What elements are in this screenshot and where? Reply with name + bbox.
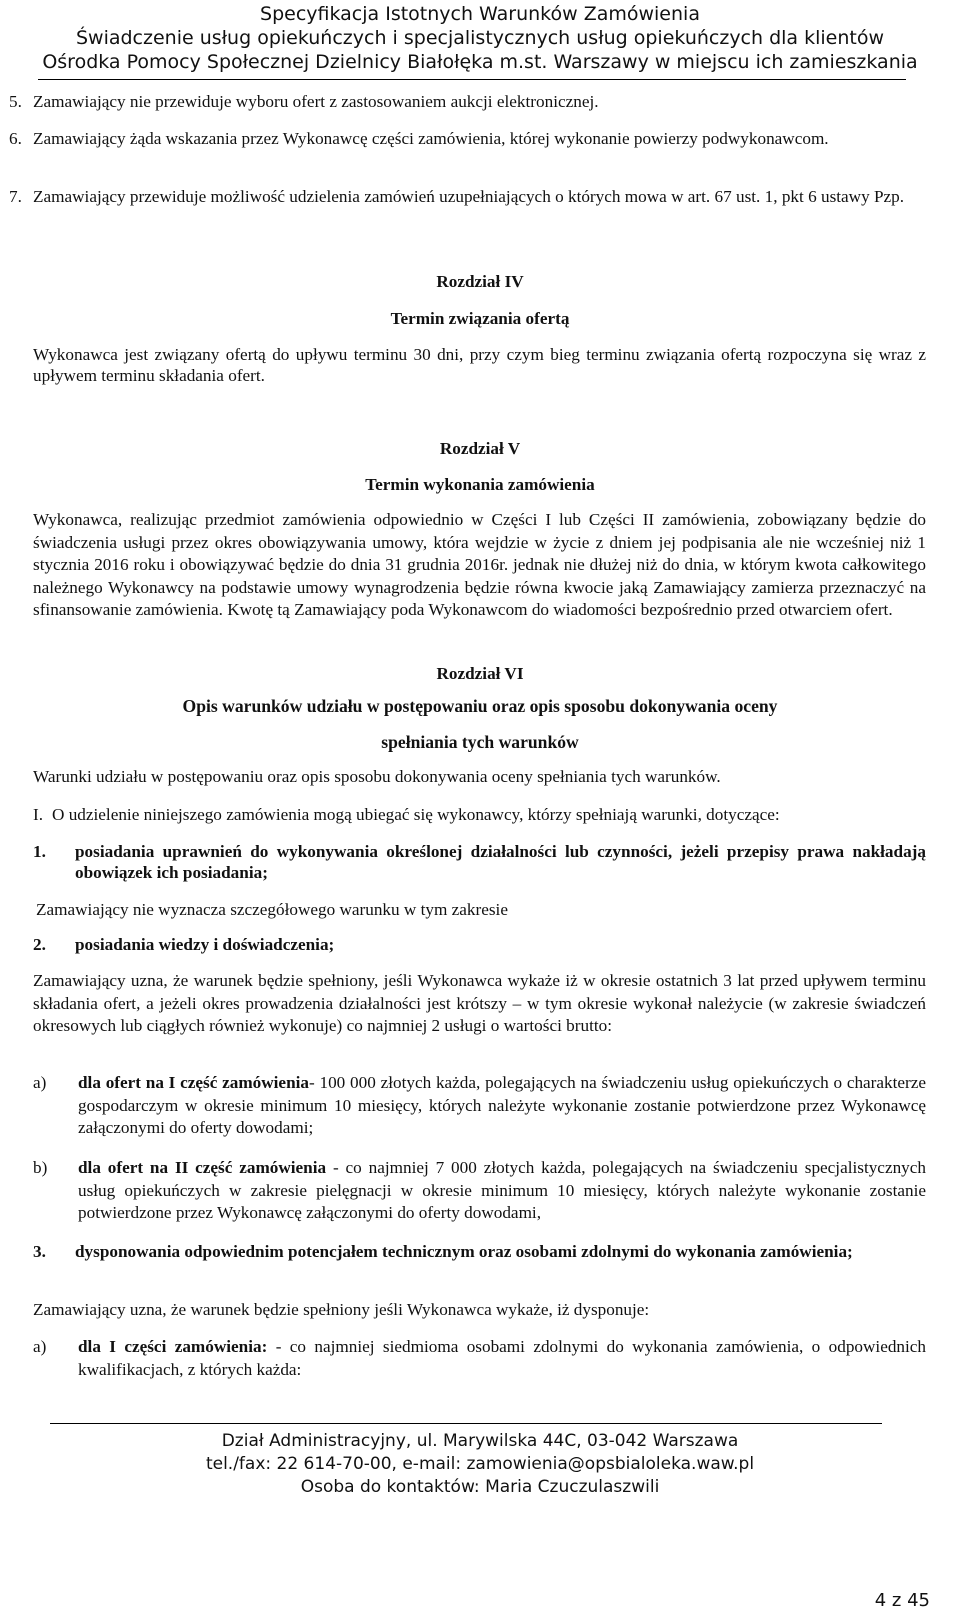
item-text: O udzielenie niniejszego zamówienia mogą ubiegać się wykonawcy, którzy spełniają warunki, dotyczące:: [52, 805, 780, 824]
sub-item-text: [78, 1157, 926, 1225]
chapter-title: Termin związania ofertą: [390, 309, 570, 328]
footer-contact: tel./fax: 22 614-70-00, e-mail: zamowienia@opsbialoleka.waw.pl: [205, 1454, 755, 1474]
sub-item-bold: dla ofert na II część zamówienia: [78, 1158, 327, 1177]
item-text: Zamawiający żąda wskazania przez Wykonawcę części zamówienia, której wykonanie powierzy podwykonawcom.: [33, 129, 829, 148]
footer-contact-person: Osoba do kontaktów: Maria Czuczulaszwili: [300, 1477, 660, 1497]
chapter-text: Wykonawca, realizując przedmiot zamówienia odpowiednio w Części I lub Części II zamówienia, zobowiązany będzie do świadczenia usługi przez okres obowiązywania umowy, która wejdzie w życie z dniem jej podpisania ale nie wcześniej niż 1 stycznia 2016 roku i obowiązywać będzie do dnia 31 grudnia 2016r. jednak nie dłużej niż do dnia, w którym kwota całkowitego należnego Wykonawcy na podstawie umowy wynagrodzenia będzie równa kwocie jaką Zamawiający zamierza przeznaczyć na sfinansowanie zamówienia. Kwotę tą Zamawiający poda Wykonawcom do wiadomości bezpośrednio przed otwarciem ofert.: [33, 510, 926, 620]
condition-title: posiadania wiedzy i doświadczenia;: [75, 935, 335, 954]
footer-address: Dział Administracyjny, ul. Marywilska 44C, 03-042 Warszawa: [221, 1431, 739, 1451]
sub-item-label: b): [33, 1158, 48, 1177]
sub-item-text: [78, 1072, 926, 1140]
sub-item-bold: dla I części zamówienia:: [78, 1337, 268, 1356]
page-header: [0, 2, 960, 74]
item-number: 3.: [33, 1242, 46, 1261]
sub-item-rest: - 100 000 złotych każda, polegających na świadczeniu usług opiekuńczych o charakterze gospodarczym w okresie minimum 10 miesięcy, których należyte wykonanie zostanie potwierdzone przez Wykonawcę załączonymi do oferty dowodami;: [78, 1073, 926, 1138]
item-number: 1.: [33, 842, 46, 861]
item-text: Zamawiający nie przewiduje wyboru ofert z zastosowaniem aukcji elektronicznej.: [33, 92, 599, 111]
sub-item-rest: - co najmniej 7 000 złotych każda, polegających na świadczeniu specjalistycznych usług opiekuńczych w zakresie pielęgnacji w okresie minimum 10 miesięcy, których należyte wykonanie zostanie potwierdzone przez Wykonawcę załączonymi do oferty dowodami,: [78, 1158, 926, 1223]
sub-item-bold: dla ofert na I część zamówienia: [78, 1073, 309, 1092]
sub-item-text: [78, 1336, 926, 1381]
condition-title: dysponowania odpowiednim potencjałem technicznym oraz osobami zdolnymi do wykonania zamówienia;: [75, 1242, 853, 1261]
item-text: Zamawiający przewiduje możliwość udzielenia zamówień uzupełniających o których mowa w art. 67 ust. 1, pkt 6 ustawy Pzp.: [33, 187, 905, 206]
item-number: 5.: [9, 92, 22, 111]
item-number: I.: [33, 805, 44, 824]
page-footer: [0, 1430, 960, 1499]
chapter-title: Opis warunków udziału w postępowaniu oraz opis sposobu dokonywania oceny: [182, 696, 778, 716]
chapter-heading: Rozdział IV: [436, 272, 524, 291]
footer-divider: [50, 1423, 882, 1424]
chapter-title-continued: spełniania tych warunków: [381, 732, 579, 752]
item-number: 2.: [33, 935, 46, 954]
header-subtitle-2: Ośrodka Pomocy Społecznej Dzielnicy Białołęka m.st. Warszawy w miejscu ich zamieszkania: [42, 51, 918, 73]
item-number: 7.: [9, 187, 22, 206]
page-number: 4 z 45: [874, 1590, 930, 1611]
condition-text: Zamawiający uzna, że warunek będzie spełniony jeśli Wykonawca wykaże, iż dysponuje:: [33, 1300, 650, 1319]
condition-text: Zamawiający uzna, że warunek będzie spełniony, jeśli Wykonawca wykaże iż w okresie ostatnich 3 lat przed upływem terminu składania ofert, a jeżeli okres prowadzenia działalności jest krótszy – w tym okresie wykonał należycie (w zakresie świadczeń okresowych lub ciągłych również wykonuje) co najmniej 2 usługi o wartości brutto:: [33, 971, 926, 1036]
chapter-heading: Rozdział VI: [436, 664, 524, 683]
header-divider: [38, 79, 906, 80]
header-subtitle: Świadczenie usług opiekuńczych i specjalistycznych usług opiekuńczych dla klientów: [75, 27, 885, 49]
item-number: 6.: [9, 129, 22, 148]
condition-text: Zamawiający nie wyznacza szczegółowego warunku w tym zakresie: [36, 900, 508, 919]
condition-title: posiadania uprawnień do wykonywania określonej działalności lub czynności, jeżeli przepisy prawa nakładają obowiązek ich posiadania;: [75, 842, 926, 882]
chapter-text: Wykonawca jest związany ofertą do upływu terminu 30 dni, przy czym bieg terminu związania ofertą rozpoczyna się wraz z upływem terminu składania ofert.: [33, 345, 926, 385]
header-title: Specyfikacja Istotnych Warunków Zamówienia: [260, 3, 700, 25]
chapter-intro: Warunki udziału w postępowaniu oraz opis sposobu dokonywania oceny spełniania tych warunków.: [33, 767, 721, 786]
sub-item-label: a): [33, 1337, 47, 1356]
sub-item-rest: - co najmniej siedmioma osobami zdolnymi do wykonania zamówienia, o odpowiednich kwalifikacjach, z których każda:: [78, 1337, 927, 1379]
sub-item-label: a): [33, 1073, 47, 1092]
chapter-heading: Rozdział V: [439, 439, 521, 458]
chapter-title: Termin wykonania zamówienia: [365, 475, 595, 494]
